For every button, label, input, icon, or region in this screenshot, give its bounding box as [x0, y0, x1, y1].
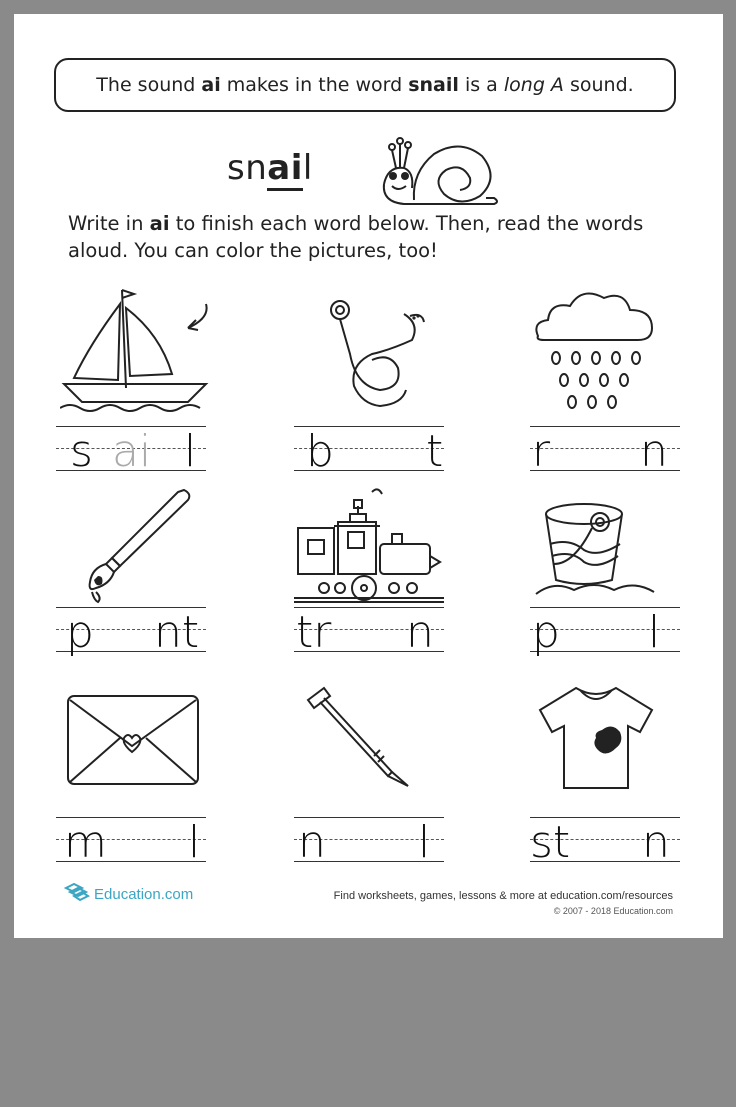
word-first-letters: p — [66, 607, 94, 658]
word-first-letters: b — [306, 426, 334, 477]
sailboat-icon — [60, 284, 210, 414]
example-prefix: sn — [227, 148, 268, 188]
pail-icon — [534, 484, 664, 608]
education-logo[interactable] — [64, 882, 193, 906]
word-line-pail[interactable] — [530, 607, 680, 657]
word-line-bait[interactable] — [294, 426, 444, 476]
example-word — [227, 148, 313, 188]
footer-text — [334, 890, 673, 916]
word-last-letters: l — [648, 607, 661, 658]
word-first-letters: p — [532, 607, 560, 658]
education-brand-text: Education.com — [94, 885, 194, 903]
word-line-train[interactable] — [294, 607, 444, 657]
paintbrush-icon — [74, 484, 194, 608]
example-suffix: l — [302, 148, 313, 188]
word-first-letters: tr — [296, 607, 332, 658]
banner-text: The sound — [96, 74, 196, 96]
instructions-text: Write in — [68, 212, 150, 235]
instructions — [68, 210, 688, 264]
word-line-stain[interactable] — [530, 817, 680, 867]
word-last-letters: n — [642, 817, 670, 868]
stained-shirt-icon — [536, 682, 656, 794]
instructions-ai: ai — [149, 212, 170, 235]
banner-text: makes in the word — [226, 74, 403, 96]
word-traced-letters: ai — [112, 426, 152, 477]
education-logo-icon — [64, 882, 90, 906]
word-last-letters: l — [418, 817, 431, 868]
word-line-sail[interactable] — [56, 426, 206, 476]
worksheet-page — [14, 14, 723, 938]
word-last-letters: l — [184, 426, 197, 477]
banner-snail: snail — [408, 74, 459, 96]
word-first-letters: s — [70, 426, 93, 477]
word-last-letters: n — [640, 426, 668, 477]
nail-icon — [304, 686, 414, 790]
word-last-letters: n — [406, 607, 434, 658]
banner-text: sound. — [569, 74, 634, 96]
example-highlight: ai — [267, 148, 303, 191]
footer-copyright: © 2007 - 2018 Education.com — [553, 906, 673, 916]
word-first-letters: n — [298, 817, 326, 868]
rain-cloud-icon — [530, 284, 660, 414]
footer-line1: Find worksheets, games, lessons & more at education.com/resources — [333, 890, 673, 902]
word-last-letters: l — [188, 817, 201, 868]
rule-banner — [54, 58, 676, 112]
word-line-mail[interactable] — [56, 817, 206, 867]
word-last-letters: t — [426, 426, 444, 477]
banner-long-a: long A — [503, 74, 564, 96]
word-first-letters: m — [64, 817, 107, 868]
word-last-letters: nt — [154, 607, 200, 658]
word-line-nail[interactable] — [294, 817, 444, 867]
worm-bait-icon — [310, 294, 430, 414]
banner-ai: ai — [201, 74, 221, 96]
train-icon — [294, 484, 444, 608]
word-line-rain[interactable] — [530, 426, 680, 476]
envelope-icon — [66, 694, 200, 788]
word-first-letters: st — [530, 817, 571, 868]
word-line-paint[interactable] — [56, 607, 206, 657]
snail-icon — [374, 132, 504, 212]
instructions-text: to finish each word below. Then, read the words aloud. You can color the pictures, too! — [68, 212, 644, 262]
banner-text: is a — [464, 74, 498, 96]
word-first-letters: r — [532, 426, 551, 477]
